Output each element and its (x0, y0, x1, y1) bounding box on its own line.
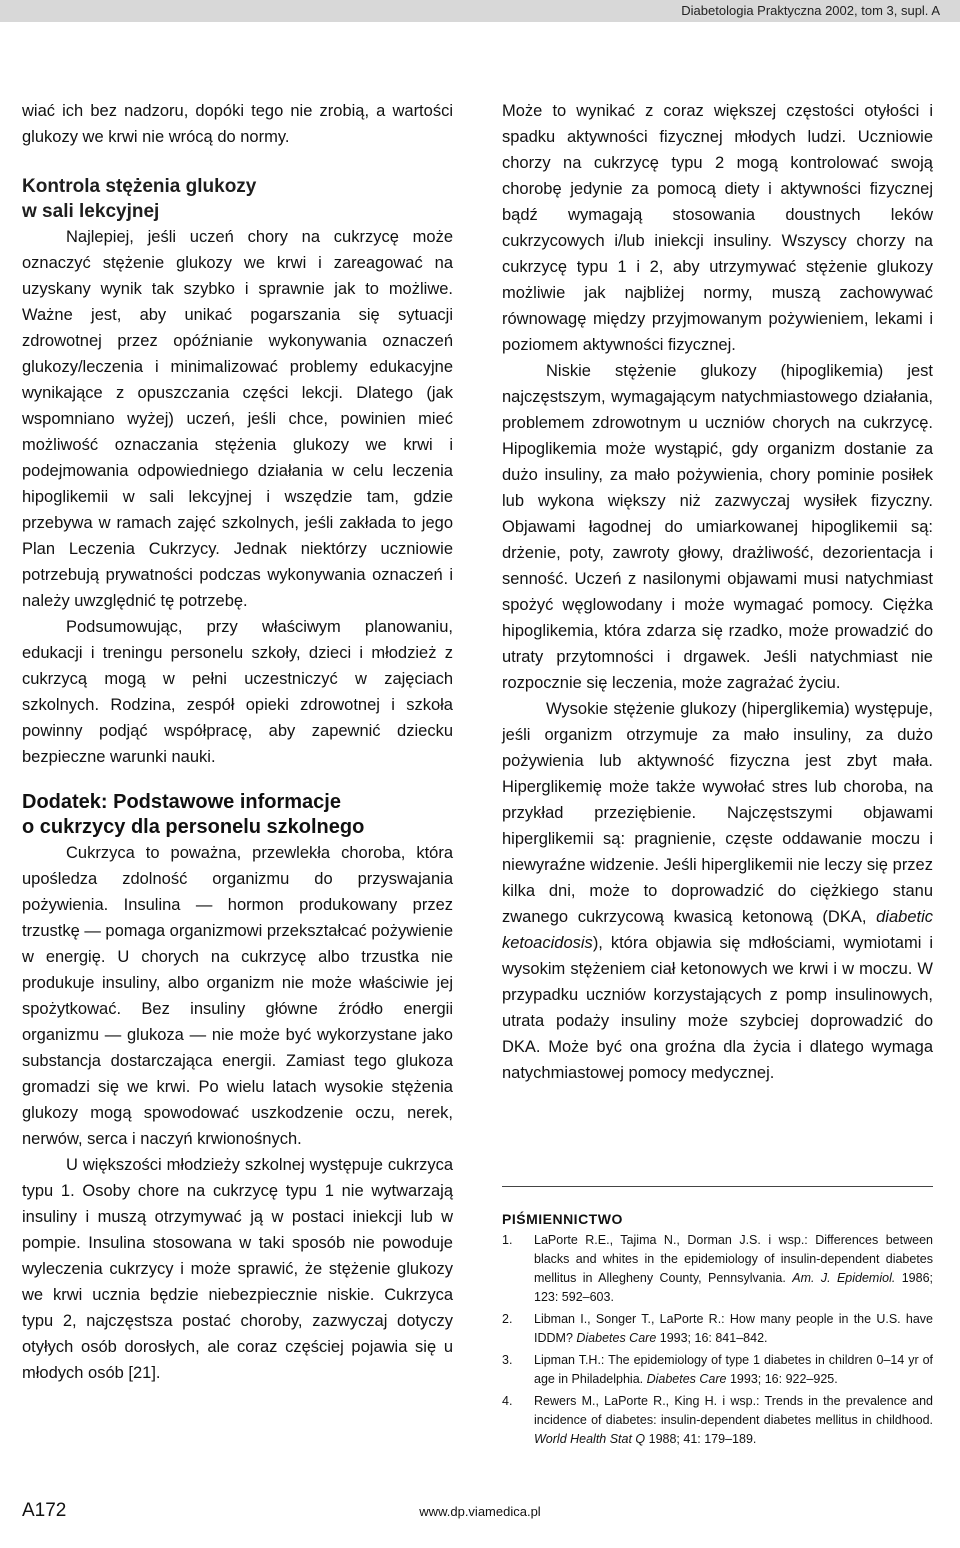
section-heading-classroom (22, 174, 453, 224)
heading-line: w sali lekcyjnej (22, 201, 160, 222)
reference-text: Libman I., Songer T., LaPorte R.: How many people in the U.S. have IDDM? Diabetes Care 1993; 16: 841–842. (534, 1312, 933, 1345)
reference-text: Lipman T.H.: The epidemiology of type 1 diabetes in children 0–14 yr of age in Philadelphia. Diabetes Care 1993; 16: 922–925. (534, 1353, 933, 1386)
reference-text: LaPorte R.E., Tajima N., Dorman J.S. i wsp.: Differences between blacks and whites in the epidemiology of insulin-dependent diabetes mellitus in Allegheny County, Pennsylvania. Am. J. Epidemiol. 1986; 123: 592–603. (534, 1233, 933, 1304)
paragraph-type1: U większości młodzieży szkolnej występuje cukrzyca typu 1. Osoby chore na cukrzycę typu 1 nie wytwarzają insuliny i muszą otrzymywać ją w postaci iniekcji lub w pompie. Insulina stosowana w taki sposób nie powoduje wyleczenia cukrzycy i może sprawić, że stężenie glukozy we krwi ucznia będzie niebezpiecznie niskie. Cukrzyca typu 2, najczęstsza postać choroby, zazwyczaj dotyczy otyłych osób dorosłych, ale coraz częściej pojawia się u młodych osób [21]. (22, 1156, 453, 1382)
reference-text: Rewers M., LaPorte R., King H. i wsp.: Trends in the prevalence and incidence of diabetes: insulin-dependent diabetes mellitus in childhood. World Health Stat Q 1988; 41: 179–189. (534, 1394, 933, 1446)
section-heading-appendix (22, 790, 453, 840)
page-number: A172 (22, 1500, 67, 1521)
paragraph-type2: Może to wynikać z coraz większej częstości otyłości i spadku aktywności fizycznej młodych ludzi. Uczniowie chorzy na cukrzycę typu 2 mogą kontrolować swoją chorobę jedynie za pomocą diety i aktywności fizycznej bądź wymagają stosowania doustnych leków cukrzycowych i/lub iniekcji insuliny. Wszyscy chorzy na cukrzycę typu 1 i 2, aby utrzymywać stężenie glukozy możliwie jak najbliżej normy, muszą zachowywać równowagę między przyjmowanym pożywieniem, lekami i poziomem aktywności fizycznej. (502, 102, 933, 354)
left-column (22, 98, 453, 1386)
paragraph-hyperglycemia (502, 696, 933, 1086)
reference-item (502, 1351, 933, 1389)
reference-number: 3. (502, 1353, 513, 1367)
reference-number: 2. (502, 1312, 513, 1326)
paragraph-hypoglycemia: Niskie stężenie glukozy (hipoglikemia) jest najczęstszym, wymagającym natychmiastowego działania, problemem zdrowotnym u uczniów chorych na cukrzycę. Hipoglikemia może wystąpić, gdy organizm dostanie za dużo insuliny, za mało pożywienia, chory pominie posiłek lub wykona większy niż zazwyczaj wysiłek fizyczny. Objawami łagodnej do umiarkowanej hipoglikemii są: drżenie, poty, zawroty głowy, drażliwość, dezorientacja i senność. Uczeń z nasilonymi objawami musi natychmiast spożyć węglowodany i może wymagać pomocy. Ciężka hipoglikemia, która zdarza się rzadko, może prowadzić do utraty przytomności i drgawek. Jeśli natychmiast nie rozpocznie się leczenia, może zagrażać życiu. (502, 362, 933, 692)
references-title: PIŚMIENNICTWO (502, 1211, 623, 1227)
right-column (502, 98, 933, 1086)
reference-number: 4. (502, 1394, 513, 1408)
reference-number: 1. (502, 1233, 513, 1247)
paragraph-classroom: Najlepiej, jeśli uczeń chory na cukrzycę może oznaczyć stężenie glukozy we krwi i zareagować na uzyskany wynik tak szybko i sprawnie jak to możliwe. Ważne jest, aby unikać pogarszania się sytuacji zdrowotnej przez opóźnianie wykonywania oznaczeń glukozy/leczenia i minimalizować problemy edukacyjne wynikające z opuszczania części lekcji. Dlatego (jak wspomniano wyżej) uczeń, jeśli chce, powinien mieć możliwość oznaczania stężenia glukozy we krwi i podejmowania odpowiedniego działania w celu leczenia hipoglikemii w sali lekcyjnej i wszędzie tam, gdzie przebywa w ramach zajęć szkolnych, jeśli zakłada to jego Plan Leczenia Cukrzycy. Jednak niektórzy uczniowie potrzebują prywatności podczas wykonywania oznaczeń i należy uwzględnić tę potrzebę. (22, 228, 453, 610)
reference-item (502, 1392, 933, 1449)
references-section (502, 1186, 933, 1452)
heading-line: Kontrola stężenia glukozy (22, 176, 257, 197)
paragraph-diabetes-intro: Cukrzyca to poważna, przewlekła choroba, która upośledza zdolność organizmu do przyswajania pożywienia. Insulina — hormon produkowany przez trzustkę — pomaga organizmowi przekształcać pożywienie w energię. U chorych na cukrzycę albo trzustka nie produkuje insuliny, albo organizm nie może właściwie jej spożytkować. Bez insuliny główne źródło energii organizmu — glukoza — nie może być wykorzystane jako substancja dostarczająca energii. Zamiast tego glukoza gromadzi się we krwi. Po wielu latach wysokie stężenia glukozy mogą spowodować uszkodzenie oczu, nerek, nerwów, serca i naczyń krwionośnych. (22, 844, 454, 1148)
reference-item (502, 1310, 933, 1348)
footer-url: www.dp.viamedica.pl (419, 1504, 541, 1519)
journal-citation: Diabetologia Praktyczna 2002, tom 3, supl. A (681, 3, 940, 18)
reference-item (502, 1231, 933, 1307)
paragraph-continuation: wiać ich bez nadzoru, dopóki tego nie zrobią, a wartości glukozy we krwi nie wrócą do normy. (22, 102, 453, 146)
heading-line: o cukrzycy dla personelu szkolnego (22, 816, 365, 838)
running-header (0, 0, 960, 22)
text-run: ), która objawia się mdłościami, wymiotami i wysokim stężeniem ciał ketonowych we krwi i w moczu. W przypadku uczniów korzystających z pomp insulinowych, utrata podaży insuliny może szybciej doprowadzić do DKA. Może być ona groźna dla życia i dlatego wymaga natychmiastowej pomocy medycznej. (502, 934, 933, 1082)
text-run: Wysokie stężenie glukozy (hiperglikemia) występuje, jeśli organizm otrzymuje za mało insuliny, za dużo pożywienia lub aktywność fizyczna jest zbyt mała. Hiperglikemię może także wywołać stres lub choroba, na przykład przeziębienie. Najczęstszymi objawami hiperglikemii są: pragnienie, częste oddawanie moczu i niewyraźne widzenie. Jeśli hiperglikemii nie leczy się przez kilka dni, może to doprowadzić do ciężkiego stanu zwanego cukrzycową kwasicą ketonową (DKA, (502, 700, 933, 926)
italic-term: diabetic ketoacidosis (502, 908, 933, 952)
heading-line: Dodatek: Podstawowe informacje (22, 791, 341, 813)
paragraph-summary: Podsumowując, przy właściwym planowaniu, edukacji i treningu personelu szkoły, dzieci i młodzież z cukrzycą mogą w pełni uczestniczyć w zajęciach szkolnych. Rodzina, zespół opieki zdrowotnej i szkoła powinny podjąć współpracę, aby zapewnić dziecku bezpieczne warunki nauki. (22, 618, 453, 766)
